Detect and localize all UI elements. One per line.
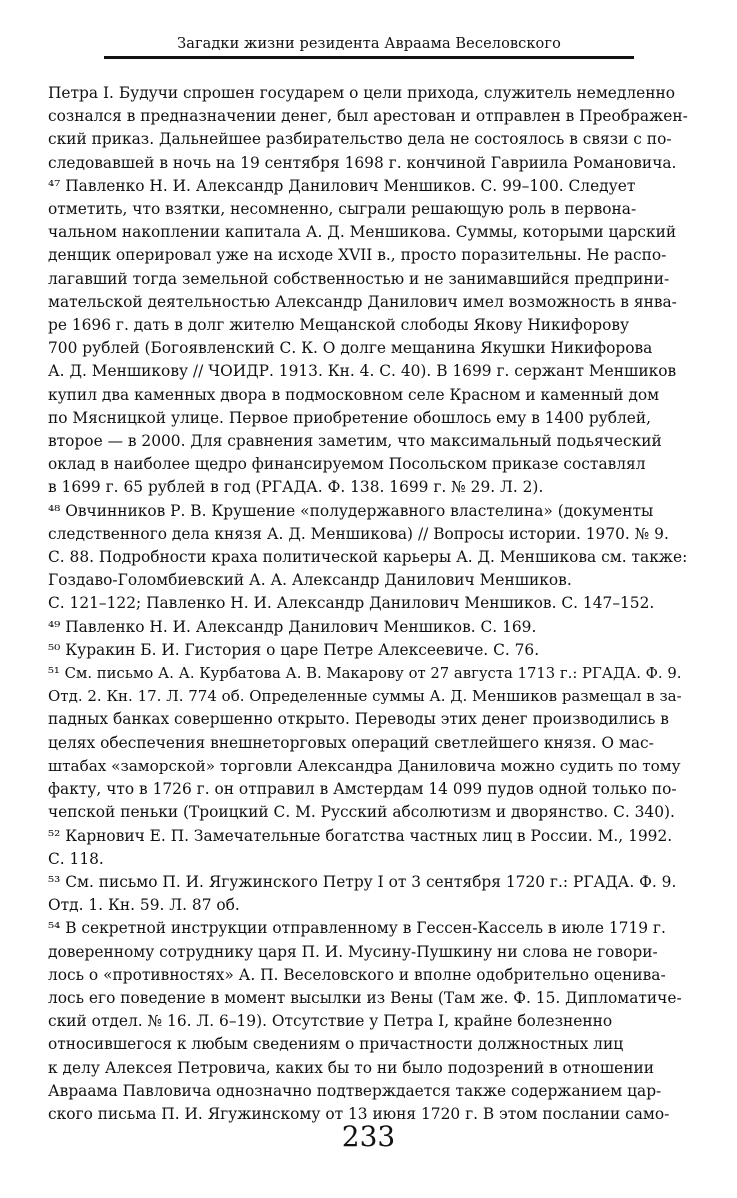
text-line: С. 118. xyxy=(48,849,104,868)
text-line: чальном накоплении капитала А. Д. Меншикова. Суммы, которыми царский xyxy=(48,223,677,242)
text-line: ского письма П. И. Ягужинскому от 13 июня 1720 г. В этом послании само- xyxy=(48,1104,670,1123)
text-line: лось о «противностях» А. П. Веселовского и вполне одобрительно оценива- xyxy=(48,965,666,984)
text-line: ⁵⁴ В секретной инструкции отправленному в Гессен-Кассель в июле 1719 г. xyxy=(48,919,666,938)
text-line: Отд. 1. Кн. 59. Л. 87 об. xyxy=(48,896,240,915)
text-line: ре 1696 г. дать в долг жителю Мещанской слободы Якову Никифорову xyxy=(48,316,630,335)
text-line: к делу Алексея Петровича, каких бы то ни было подозрений в отношении xyxy=(48,1058,655,1077)
text-line: следственного дела князя А. Д. Меншикова) // Вопросы истории. 1970. № 9. xyxy=(48,524,669,543)
header-title: Загадки жизни резидента Авраама Веселовского xyxy=(177,36,561,52)
text-line: штабах «заморской» торговли Александра Даниловича можно судить по тому xyxy=(48,756,681,775)
text-line: второе — в 2000. Для сравнения заметим, что максимальный подьяческий xyxy=(48,432,662,451)
text-line: А. Д. Меншикову // ЧОИДР. 1913. Кн. 4. С. 40). В 1699 г. сержант Меншиков xyxy=(48,362,677,381)
text-line: С. 121–122; Павленко Н. И. Александр Данилович Меншиков. С. 147–152. xyxy=(48,594,655,613)
footnotes-text xyxy=(48,82,688,1126)
text-line: следовавшей в ночь на 19 сентября 1698 г. кончиной Гавриила Романовича. xyxy=(48,153,677,172)
text-line: Гоздаво-Голомбиевский А. А. Александр Данилович Меншиков. xyxy=(48,571,572,590)
text-line: Петра I. Будучи спрошен государем о цели прихода, служитель немедленно xyxy=(48,84,676,102)
text-line: ⁵² Карнович Е. П. Замечательные богатства частных лиц в России. М., 1992. xyxy=(48,826,673,845)
text-line: чепской пеньки (Троицкий С. М. Русский абсолютизм и дворянство. С. 340). xyxy=(48,803,675,822)
text-line: купил два каменных двора в подмосковном селе Красном и каменный дом xyxy=(48,385,660,404)
header-rule xyxy=(104,56,634,59)
text-line: падных банках совершенно открыто. Переводы этих денег производились в xyxy=(48,710,669,729)
text-line: отметить, что взятки, несомненно, сыграли решающую роль в первона- xyxy=(48,200,637,219)
text-line: Отд. 2. Кн. 17. Л. 774 об. Определенные суммы А. Д. Меншиков размещал в за- xyxy=(48,687,682,706)
page-number: 233 xyxy=(341,1120,396,1153)
text-line: С. 88. Подробности краха политической карьеры А. Д. Меншикова см. также: xyxy=(48,548,688,567)
text-line: ский отдел. № 16. Л. 6–19). Отсутствие у Петра I, крайне болезненно xyxy=(48,1012,613,1031)
text-line: по Мясницкой улице. Первое приобретение обошлось ему в 1400 рублей, xyxy=(48,408,652,427)
text-line: мательской деятельностью Александр Данилович имел возможность в янва- xyxy=(48,292,677,311)
text-line: сознался в предназначении денег, был арестован и отправлен в Преображен- xyxy=(48,107,688,126)
text-line: ⁵¹ См. письмо А. А. Курбатова А. В. Макарову от 27 августа 1713 г.: РГАДА. Ф. 9. xyxy=(48,665,682,683)
text-line: относившегося к любым сведениям о причастности должностных лиц xyxy=(48,1035,624,1054)
text-line: в 1699 г. 65 рублей в год (РГАДА. Ф. 138. 1699 г. № 29. Л. 2). xyxy=(48,478,544,497)
text-line: лагавший тогда земельной собственностью и не занимавшийся предприни- xyxy=(48,269,670,288)
text-line: ⁴⁹ Павленко Н. И. Александр Данилович Меншиков. С. 169. xyxy=(48,617,537,636)
text-line: Авраама Павловича однозначно подтверждается также содержанием цар- xyxy=(48,1081,662,1100)
text-line: целях обеспечения внешнеторговых операций светлейшего князя. О мас- xyxy=(48,733,654,752)
text-line: факту, что в 1726 г. он отправил в Амстердам 14 099 пудов одной только по- xyxy=(48,780,677,799)
text-line: доверенному сотруднику царя П. И. Мусину-Пушкину ни слова не говори- xyxy=(48,942,658,961)
text-line: денщик оперировал уже на исходе XVII в., просто поразительны. Не распо- xyxy=(48,246,667,265)
text-line: лось его поведение в момент высылки из Вены (Там же. Ф. 15. Дипломатиче- xyxy=(48,988,682,1007)
text-line: 700 рублей (Богоявленский С. К. О долге мещанина Якушки Никифорова xyxy=(48,339,653,358)
text-line: ⁴⁸ Овчинников Р. В. Крушение «полудержавного властелина» (документы xyxy=(48,501,654,520)
text-line: ⁵³ См. письмо П. И. Ягужинского Петру I от 3 сентября 1720 г.: РГАДА. Ф. 9. xyxy=(48,872,677,891)
text-line: ский приказ. Дальнейшее разбирательство дела не состоялось в связи с по- xyxy=(48,130,672,149)
text-line: ⁵⁰ Куракин Б. И. Гистория о царе Петре Алексеевиче. С. 76. xyxy=(48,640,540,659)
text-line: ⁴⁷ Павленко Н. И. Александр Данилович Меншиков. С. 99–100. Следует xyxy=(48,176,636,195)
text-line: оклад в наиболее щедро финансируемом Посольском приказе составлял xyxy=(48,455,646,474)
